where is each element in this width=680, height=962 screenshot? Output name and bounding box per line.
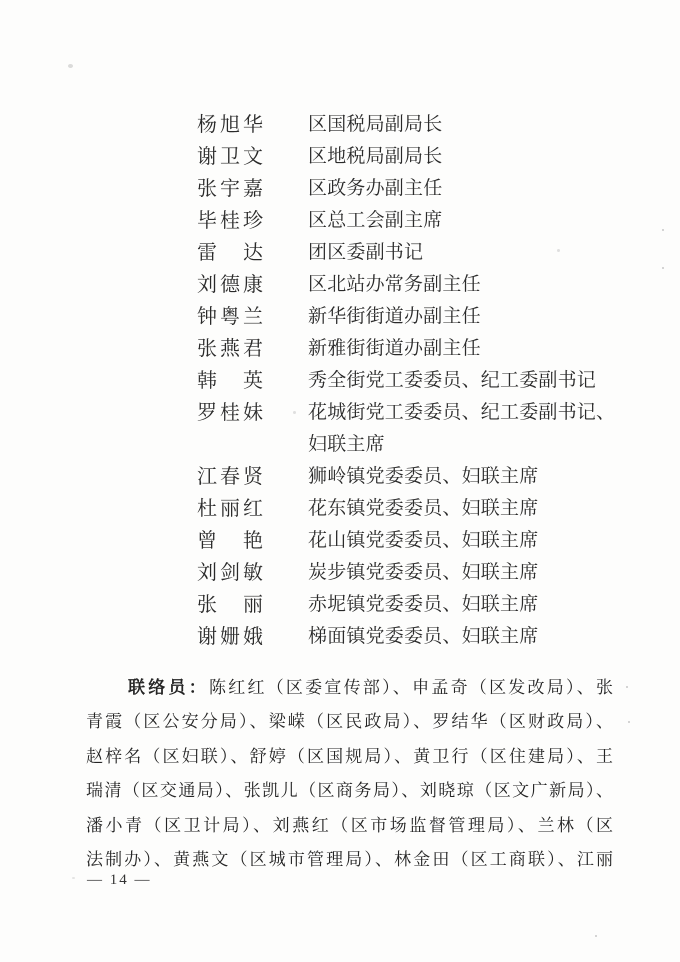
liaison-line: 赵梓名（区妇联）、舒婷（区国规局）、黄卫行（区住建局）、王 <box>86 746 613 766</box>
roster-row <box>197 397 637 461</box>
liaison-line <box>86 671 613 705</box>
roster-row <box>197 237 637 269</box>
roster-row <box>197 365 637 397</box>
person-name: 毕桂珍 <box>197 210 263 232</box>
liaison-line: 瑞清（区交通局）、张凯儿（区商务局）、刘晓琼（区文广新局）、 <box>86 781 613 801</box>
person-name: 谢卫文 <box>197 146 263 168</box>
roster-row <box>197 333 637 365</box>
liaison-label: 联络员： <box>128 678 209 697</box>
roster-row <box>197 461 637 493</box>
person-name: 曾艳 <box>197 530 263 552</box>
roster-row <box>197 141 637 173</box>
roster-row <box>197 557 637 589</box>
person-title: 区总工会副主席 <box>308 210 443 231</box>
person-title: 花山镇党委委员、妇联主席 <box>308 530 539 551</box>
person-name: 刘剑敏 <box>197 562 263 584</box>
person-name: 罗桂妹 <box>197 402 263 424</box>
person-title: 花东镇党委委员、妇联主席 <box>308 498 539 519</box>
person-name: 张燕君 <box>197 338 263 360</box>
person-title: 新华街街道办副主任 <box>308 306 481 327</box>
person-name: 江春贤 <box>197 466 263 488</box>
person-title: 区政务办副主任 <box>308 178 443 199</box>
page-number: — 14 — <box>87 872 152 888</box>
liaison-line: 青霞（区公安分局）、梁嵘（区民政局）、罗结华（区财政局）、 <box>86 712 613 732</box>
liaison-line: 潘小青（区卫计局）、刘燕红（区市场监督管理局）、兰林（区 <box>86 815 613 835</box>
person-name: 刘德康 <box>197 274 263 296</box>
person-title: 赤坭镇党委委员、妇联主席 <box>308 594 539 615</box>
person-name: 钟粤兰 <box>197 306 263 328</box>
person-name: 韩英 <box>197 370 263 392</box>
person-title-line-1: 花城街党工委委员、纪工委副书记、 <box>308 402 616 423</box>
person-title: 狮岭镇党委委员、妇联主席 <box>308 466 539 487</box>
person-title-line-2: 妇联主席 <box>308 434 385 455</box>
person-title: 新雅街街道办副主任 <box>308 338 481 359</box>
scan-speck <box>293 411 296 414</box>
scan-speck <box>595 935 597 937</box>
scan-speck <box>662 267 664 269</box>
roster-row <box>197 269 637 301</box>
roster-row <box>197 205 637 237</box>
person-title: 区北站办常务副主任 <box>308 274 481 295</box>
person-title: 秀全街党工委委员、纪工委副书记 <box>308 370 597 391</box>
person-title: 炭步镇党委委员、妇联主席 <box>308 562 539 583</box>
liaison-paragraph <box>86 671 613 877</box>
person-name: 杜丽红 <box>197 498 263 520</box>
person-name: 张宇嘉 <box>197 178 263 200</box>
person-title: 区国税局副局长 <box>308 114 443 135</box>
person-title: 团区委副书记 <box>308 242 424 263</box>
person-title: 梯面镇党委委员、妇联主席 <box>308 626 539 647</box>
person-name: 杨旭华 <box>197 114 263 136</box>
person-name: 雷达 <box>197 242 263 264</box>
scan-speck <box>72 877 75 879</box>
person-title <box>308 397 615 461</box>
person-title: 区地税局副局长 <box>308 146 443 167</box>
scan-speck <box>557 249 560 252</box>
scan-speck <box>628 721 630 723</box>
scan-speck <box>68 64 73 68</box>
person-name: 张丽 <box>197 594 263 616</box>
roster-list <box>197 109 637 653</box>
roster-row <box>197 301 637 333</box>
roster-row <box>197 621 637 653</box>
roster-row <box>197 589 637 621</box>
liaison-line-text: 陈红红（区委宣传部）、申孟奇（区发改局）、张 <box>208 678 614 697</box>
roster-row <box>197 173 637 205</box>
roster-row <box>197 493 637 525</box>
person-name: 谢姗娥 <box>197 626 263 648</box>
roster-row <box>197 525 637 557</box>
roster-row <box>197 109 637 141</box>
liaison-line: 法制办）、黄燕文（区城市管理局）、林金田（区工商联）、江丽 <box>86 850 613 870</box>
scan-speck <box>662 229 664 231</box>
scan-speck <box>626 686 628 688</box>
